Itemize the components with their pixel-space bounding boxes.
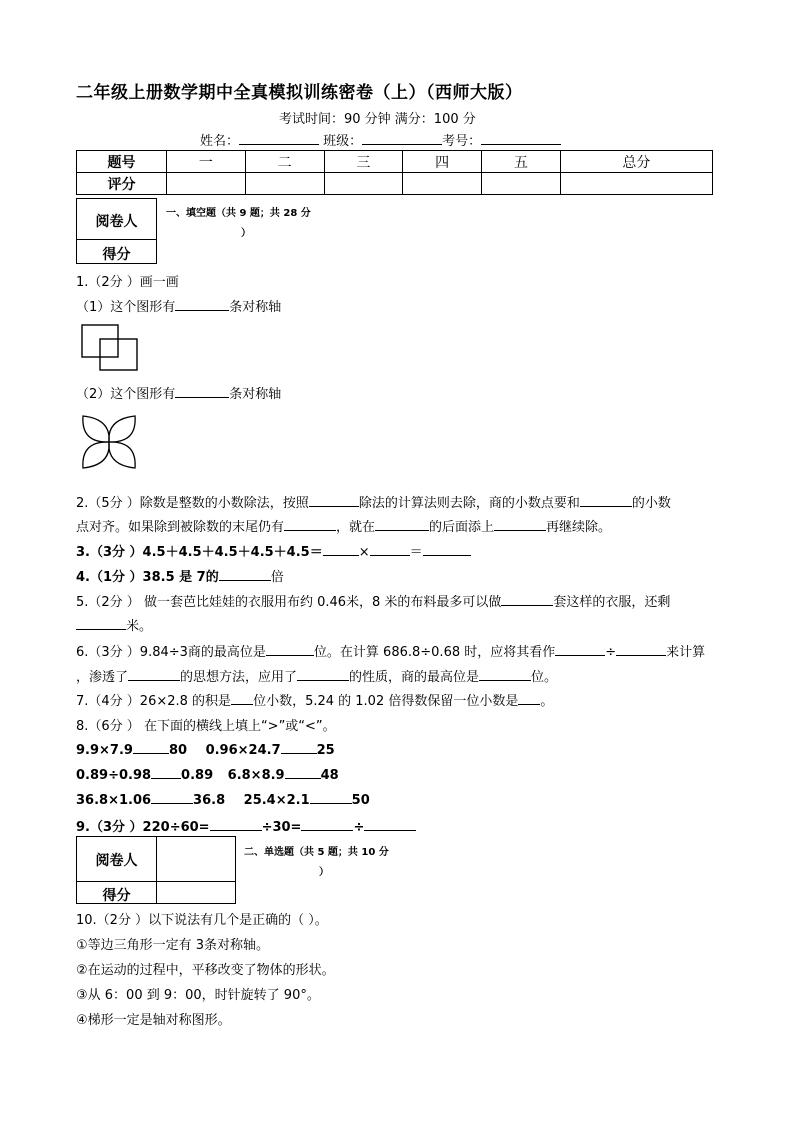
class-blank[interactable]	[362, 131, 442, 145]
q3-text: ×	[358, 545, 370, 560]
q6-line1	[76, 641, 705, 660]
score-table	[76, 150, 713, 195]
q1-part1-text: （1）这个图形有	[76, 300, 176, 315]
answer-blank[interactable]	[133, 741, 169, 754]
answer-blank[interactable]	[364, 818, 416, 831]
answer-blank[interactable]	[309, 494, 359, 507]
q4-text: 倍	[270, 570, 284, 585]
reviewer-label: 阅卷人	[95, 214, 138, 230]
class-label: 班级：	[323, 134, 363, 149]
overlapping-squares-figure	[80, 323, 142, 373]
q5-text: 套这样的衣服，还剩	[553, 595, 671, 610]
q1-part1-text-end: 条对称轴	[229, 300, 282, 315]
q9-line	[76, 816, 416, 835]
score-cell[interactable]	[167, 173, 246, 195]
q1-part2	[76, 383, 281, 402]
reviewer-label: 阅卷人	[95, 853, 138, 869]
q6-text: 位。	[531, 670, 558, 685]
q6-text: 位。在计算 686.8÷0.68 时，应将其看作	[313, 645, 556, 660]
section1-heading: 一、填空题（共 9 题；共 28 分	[166, 208, 311, 219]
q8-expr: 36.8×1.06	[76, 793, 152, 808]
q4-text: 4.（1分 ）38.5 是 7的	[76, 570, 219, 585]
q10-option-3: ③从 6：00 到 9：00，时针旋转了 90°。	[76, 988, 320, 1003]
answer-blank[interactable]	[518, 692, 540, 705]
score-row-label: 评分	[77, 173, 167, 195]
answer-blank[interactable]	[555, 643, 605, 656]
q2-text: ，就在	[336, 520, 376, 535]
answer-blank[interactable]	[281, 741, 317, 754]
exam-info: 考试时间：90 分钟 满分：100 分	[279, 112, 476, 127]
q4-line	[76, 566, 284, 585]
answer-blank[interactable]	[210, 818, 262, 831]
answer-blank[interactable]	[494, 518, 546, 531]
q7-text: 位小数，5.24 的 1.02 倍得数保留一位小数是	[253, 694, 519, 709]
answer-blank[interactable]	[297, 668, 349, 681]
answer-blank[interactable]	[580, 494, 632, 507]
q6-text: 的性质，商的最高位是	[349, 670, 480, 685]
answer-blank[interactable]	[310, 791, 352, 804]
q1-part1	[76, 296, 281, 315]
q8-expr: 36.8	[193, 793, 226, 808]
q8-expr: 6.8×8.9	[227, 768, 285, 783]
answer-blank[interactable]	[151, 791, 193, 804]
q8-expr: 80	[168, 743, 188, 758]
answer-blank[interactable]	[323, 543, 359, 556]
q8-row3	[76, 791, 370, 808]
answer-blank[interactable]	[285, 766, 321, 779]
answer-blank[interactable]	[151, 766, 181, 779]
q6-line2	[76, 666, 557, 685]
answer-blank[interactable]	[301, 818, 353, 831]
q2-text: 的后面添上	[429, 520, 495, 535]
score-cell[interactable]	[560, 173, 712, 195]
q5-line2	[76, 615, 152, 634]
score-label: 得分	[102, 888, 131, 904]
answer-blank[interactable]	[76, 617, 126, 630]
q2-text: 除法的计算法则去除，商的小数点要和	[358, 496, 580, 511]
section2-heading-end: ）	[319, 867, 329, 878]
answer-blank[interactable]	[284, 518, 336, 531]
q8-expr: 0.89÷0.98	[76, 768, 152, 783]
score-table-header-row	[77, 151, 713, 173]
answer-blank[interactable]	[231, 692, 253, 705]
section2-heading: 二、单选题（共 5 题；共 10 分	[244, 847, 389, 858]
q10-option-1: ①等边三角形一定有 3条对称轴。	[76, 938, 270, 953]
answer-blank[interactable]	[266, 643, 314, 656]
q2-text: 的小数	[631, 496, 671, 511]
q8-expr: 25.4×2.1	[243, 793, 310, 808]
q10-option-4: ④梯形一定是轴对称图形。	[76, 1013, 231, 1028]
q8-row2	[76, 766, 339, 783]
four-petal-flower-figure	[79, 413, 139, 471]
grader-box-1	[76, 198, 157, 264]
q9-text: ÷30=	[261, 820, 302, 835]
q3-line	[76, 541, 471, 560]
answer-blank[interactable]	[616, 643, 666, 656]
student-info-line	[200, 130, 561, 149]
number-blank[interactable]	[481, 131, 561, 145]
answer-blank[interactable]	[128, 668, 180, 681]
number-label: 考号：	[442, 134, 482, 149]
answer-blank[interactable]	[375, 518, 429, 531]
score-col-total: 总分	[560, 151, 712, 173]
q10-option-2: ②在运动的过程中，平移改变了物体的形状。	[76, 963, 335, 978]
q6-text: 6.（3分 ）9.84÷3商的最高位是	[76, 645, 266, 660]
score-table-score-row	[77, 173, 713, 195]
q7-line	[76, 690, 553, 709]
q7-text: 。	[540, 694, 554, 709]
score-cell[interactable]	[245, 173, 324, 195]
answer-blank[interactable]	[219, 568, 271, 581]
q3-text: ＝	[409, 545, 423, 560]
q5-text: 5.（2分 ） 做一套芭比娃娃的衣服用布约 0.46米，8 米的布料最多可以做	[76, 595, 502, 610]
answer-blank[interactable]	[175, 298, 229, 311]
score-col-5: 五	[482, 151, 561, 173]
q9-text: 9.（3分 ）220÷60=	[76, 820, 210, 835]
q3-text: 3.（3分 ）4.5＋4.5＋4.5＋4.5＋4.5＝	[76, 545, 323, 560]
q2-line1	[76, 492, 671, 511]
answer-blank[interactable]	[175, 385, 229, 398]
score-cell[interactable]	[403, 173, 482, 195]
q9-text: ÷	[353, 820, 365, 835]
q7-text: 7.（4分 ）26×2.8 的积是	[76, 694, 232, 709]
q6-text: ÷	[605, 645, 617, 660]
q8-expr: 9.9×7.9	[76, 743, 133, 758]
q5-line1	[76, 591, 670, 610]
q2-text: 再继续除。	[546, 520, 612, 535]
page-title: 二年级上册数学期中全真模拟训练密卷（上）（西师大版）	[76, 83, 523, 103]
q8-row1	[76, 741, 335, 758]
score-cell[interactable]	[324, 173, 403, 195]
score-col-4: 四	[403, 151, 482, 173]
q2-text: 点对齐。如果除到被除数的末尾仍有	[76, 520, 285, 535]
score-col-2: 二	[245, 151, 324, 173]
q1-part2-text: （2）这个图形有	[76, 387, 176, 402]
q8-heading: 8.（6分 ） 在下面的横线上填上“>”或“<”。	[76, 719, 336, 734]
answer-blank[interactable]	[479, 668, 531, 681]
q2-text: 2.（5分 ）除数是整数的小数除法，按照	[76, 496, 309, 511]
score-label: 得分	[102, 247, 131, 263]
q8-expr: 25	[316, 743, 335, 758]
answer-blank[interactable]	[423, 543, 471, 556]
score-col-3: 三	[324, 151, 403, 173]
q1-part2-text-end: 条对称轴	[229, 387, 282, 402]
name-label: 姓名：	[200, 134, 240, 149]
q8-expr: 0.96×24.7	[205, 743, 281, 758]
q6-text: 来计算	[666, 645, 706, 660]
q10-heading: 10.（2分 ）以下说法有几个是正确的（ ）。	[76, 913, 328, 928]
name-blank[interactable]	[239, 131, 319, 145]
q2-line2	[76, 516, 611, 535]
answer-blank[interactable]	[501, 593, 553, 606]
answer-blank[interactable]	[370, 543, 410, 556]
score-table-head-label: 题号	[77, 151, 167, 173]
score-cell[interactable]	[482, 173, 561, 195]
q1-heading: 1.（2分 ）画一画	[76, 275, 179, 290]
q5-text: 米。	[126, 619, 153, 634]
q8-expr: 48	[320, 768, 339, 783]
q6-text: ，渗透了	[76, 670, 129, 685]
q6-text: 的思想方法，应用了	[180, 670, 298, 685]
q8-expr: 0.89	[181, 768, 214, 783]
section1-heading-end: ）	[241, 228, 251, 239]
score-col-1: 一	[167, 151, 246, 173]
grader-box-2	[76, 836, 236, 904]
q8-expr: 50	[351, 793, 370, 808]
